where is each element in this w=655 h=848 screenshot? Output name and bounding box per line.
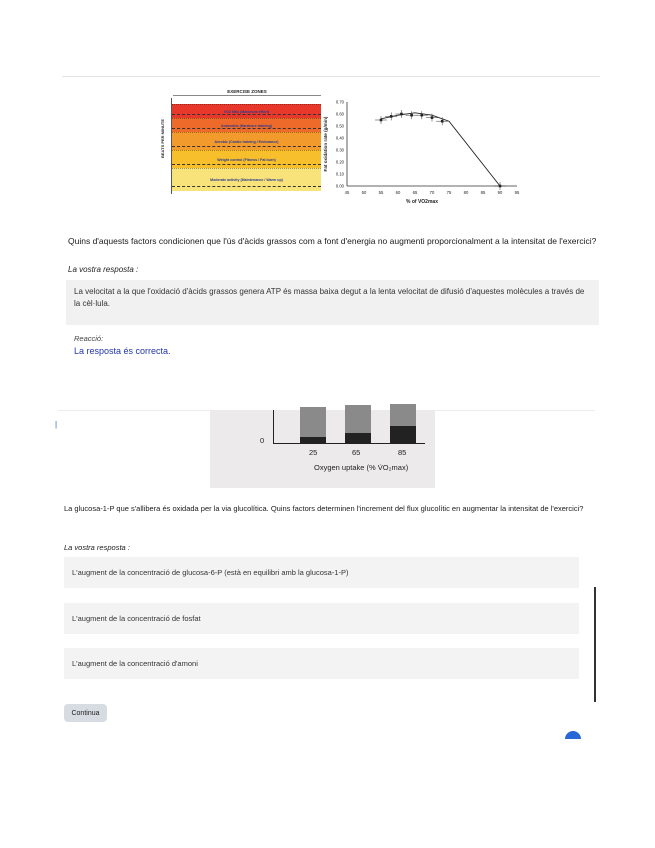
data-point [421,114,424,117]
bar-segment-dark [300,437,326,443]
zone-marker-line [172,146,321,148]
zone-marker-line [172,164,321,166]
scrollbar[interactable] [594,587,596,702]
zone-band: VO2 Max (Maximum effort) [172,104,321,119]
bar-segment-light [300,407,326,437]
figure-y-axis [273,410,274,443]
answer-option[interactable]: L'augment de la concentració de glucosa-6-P (està en equilibri amb la glucosa-1-P) [64,557,579,588]
answer-label-1: La vostra resposta : [68,265,139,274]
x-tick-label: 80 [463,190,469,195]
question-1: Quins d'aquests factors condicionen que l'ús d'àcids grassos com a font d'energia no augmenti proporcionalment a la intensitat de l'exercici? [68,236,597,246]
x-tick-label: 55 [378,190,384,195]
y-tick-label: 0.70 [335,99,344,105]
y-axis-label: Fat oxidation rate (g/min) [323,116,328,172]
x-tick-label: 60 [395,190,401,195]
top-divider [62,76,600,77]
y-tick-label: 0.10 [335,171,344,177]
answer-option[interactable]: L'augment de la concentració d'amoni [64,648,579,679]
answer-box-1: La velocitat a la que l'oxidació d'àcids grassos genera ATP és massa baixa degut a la lenta velocitat de difusió d'aquestes molècules a través de la cèl·lula. [66,280,599,325]
data-point [380,119,383,122]
stacked-bar [300,407,326,443]
y-tick-label: 0.20 [335,159,344,165]
zone-marker-line [172,128,321,130]
answer-option[interactable]: L'augment de la concentració de fosfat [64,603,579,634]
data-point [431,116,434,119]
zone-band: Weight control (Fitness / Fat burn) [172,150,321,169]
y-tick-label: 0.60 [335,111,344,117]
fitted-curve [381,113,500,186]
data-point [499,185,502,188]
y-tick-label: 0.30 [335,147,344,153]
feedback-text: La resposta és correcta. [74,346,171,356]
zones-title: EXERCISE ZONES [173,88,321,96]
tick-label: 85 [398,448,407,457]
data-point [441,120,444,123]
floating-action-button[interactable] [565,731,581,739]
edge-marker: | [55,420,58,429]
figure-x-axis [273,443,425,444]
y-tick-label: 0.40 [335,135,344,141]
stacked-bar [390,404,416,443]
question-2: La glucosa-1-P que s'allibera és oxidada per la via glucolítica. Quins factors determinen l'increment del flux glucolític en augmentar la intensitat de l'exercici? [64,504,584,513]
tick-label: 65 [352,448,361,457]
zone-marker-line [172,114,321,116]
feedback-label: Reacció: [74,334,104,343]
figure-x-label: Oxygen uptake (% V̇O₂max) [314,463,409,472]
zone-band: Moderate activity (Maintenance / Warm up) [172,168,321,191]
figure-zero-label: 0 [260,436,265,445]
y-tick-label: 0.50 [335,123,344,129]
zone-marker-line [172,186,321,188]
zone-band: Anaerobic (Hardcore training) [172,118,321,133]
exercise-zones-figure [155,88,327,196]
x-tick-label: 45 [344,190,350,195]
tick-label: 25 [309,448,318,457]
zone-band: Aerobic (Cardio training / Endurance) [172,132,321,151]
continue-button[interactable]: Continua [64,704,107,722]
x-axis-label: % of VO2max [406,199,438,205]
zones-y-label: BEATS PER MINUTE [160,118,166,159]
data-point [410,114,413,117]
x-tick-label: 65 [412,190,418,195]
x-tick-label: 50 [361,190,367,195]
stacked-bar [345,405,371,443]
oxygen-uptake-figure [210,410,435,488]
data-point [390,115,393,118]
answer-label-2: La vostra resposta : [64,543,130,552]
x-tick-label: 85 [480,190,486,195]
x-tick-label: 95 [514,190,520,195]
fat-oxidation-chart [321,96,521,208]
bar-segment-light [345,405,371,433]
y-tick-label: 0.00 [335,183,344,189]
zones-axis-line [171,98,172,194]
bar-segment-dark [345,433,371,443]
bar-segment-light [390,404,416,426]
x-tick-label: 90 [497,190,503,195]
x-tick-label: 75 [446,190,452,195]
data-point [400,113,403,116]
bar-segment-dark [390,426,416,443]
x-tick-label: 70 [429,190,435,195]
